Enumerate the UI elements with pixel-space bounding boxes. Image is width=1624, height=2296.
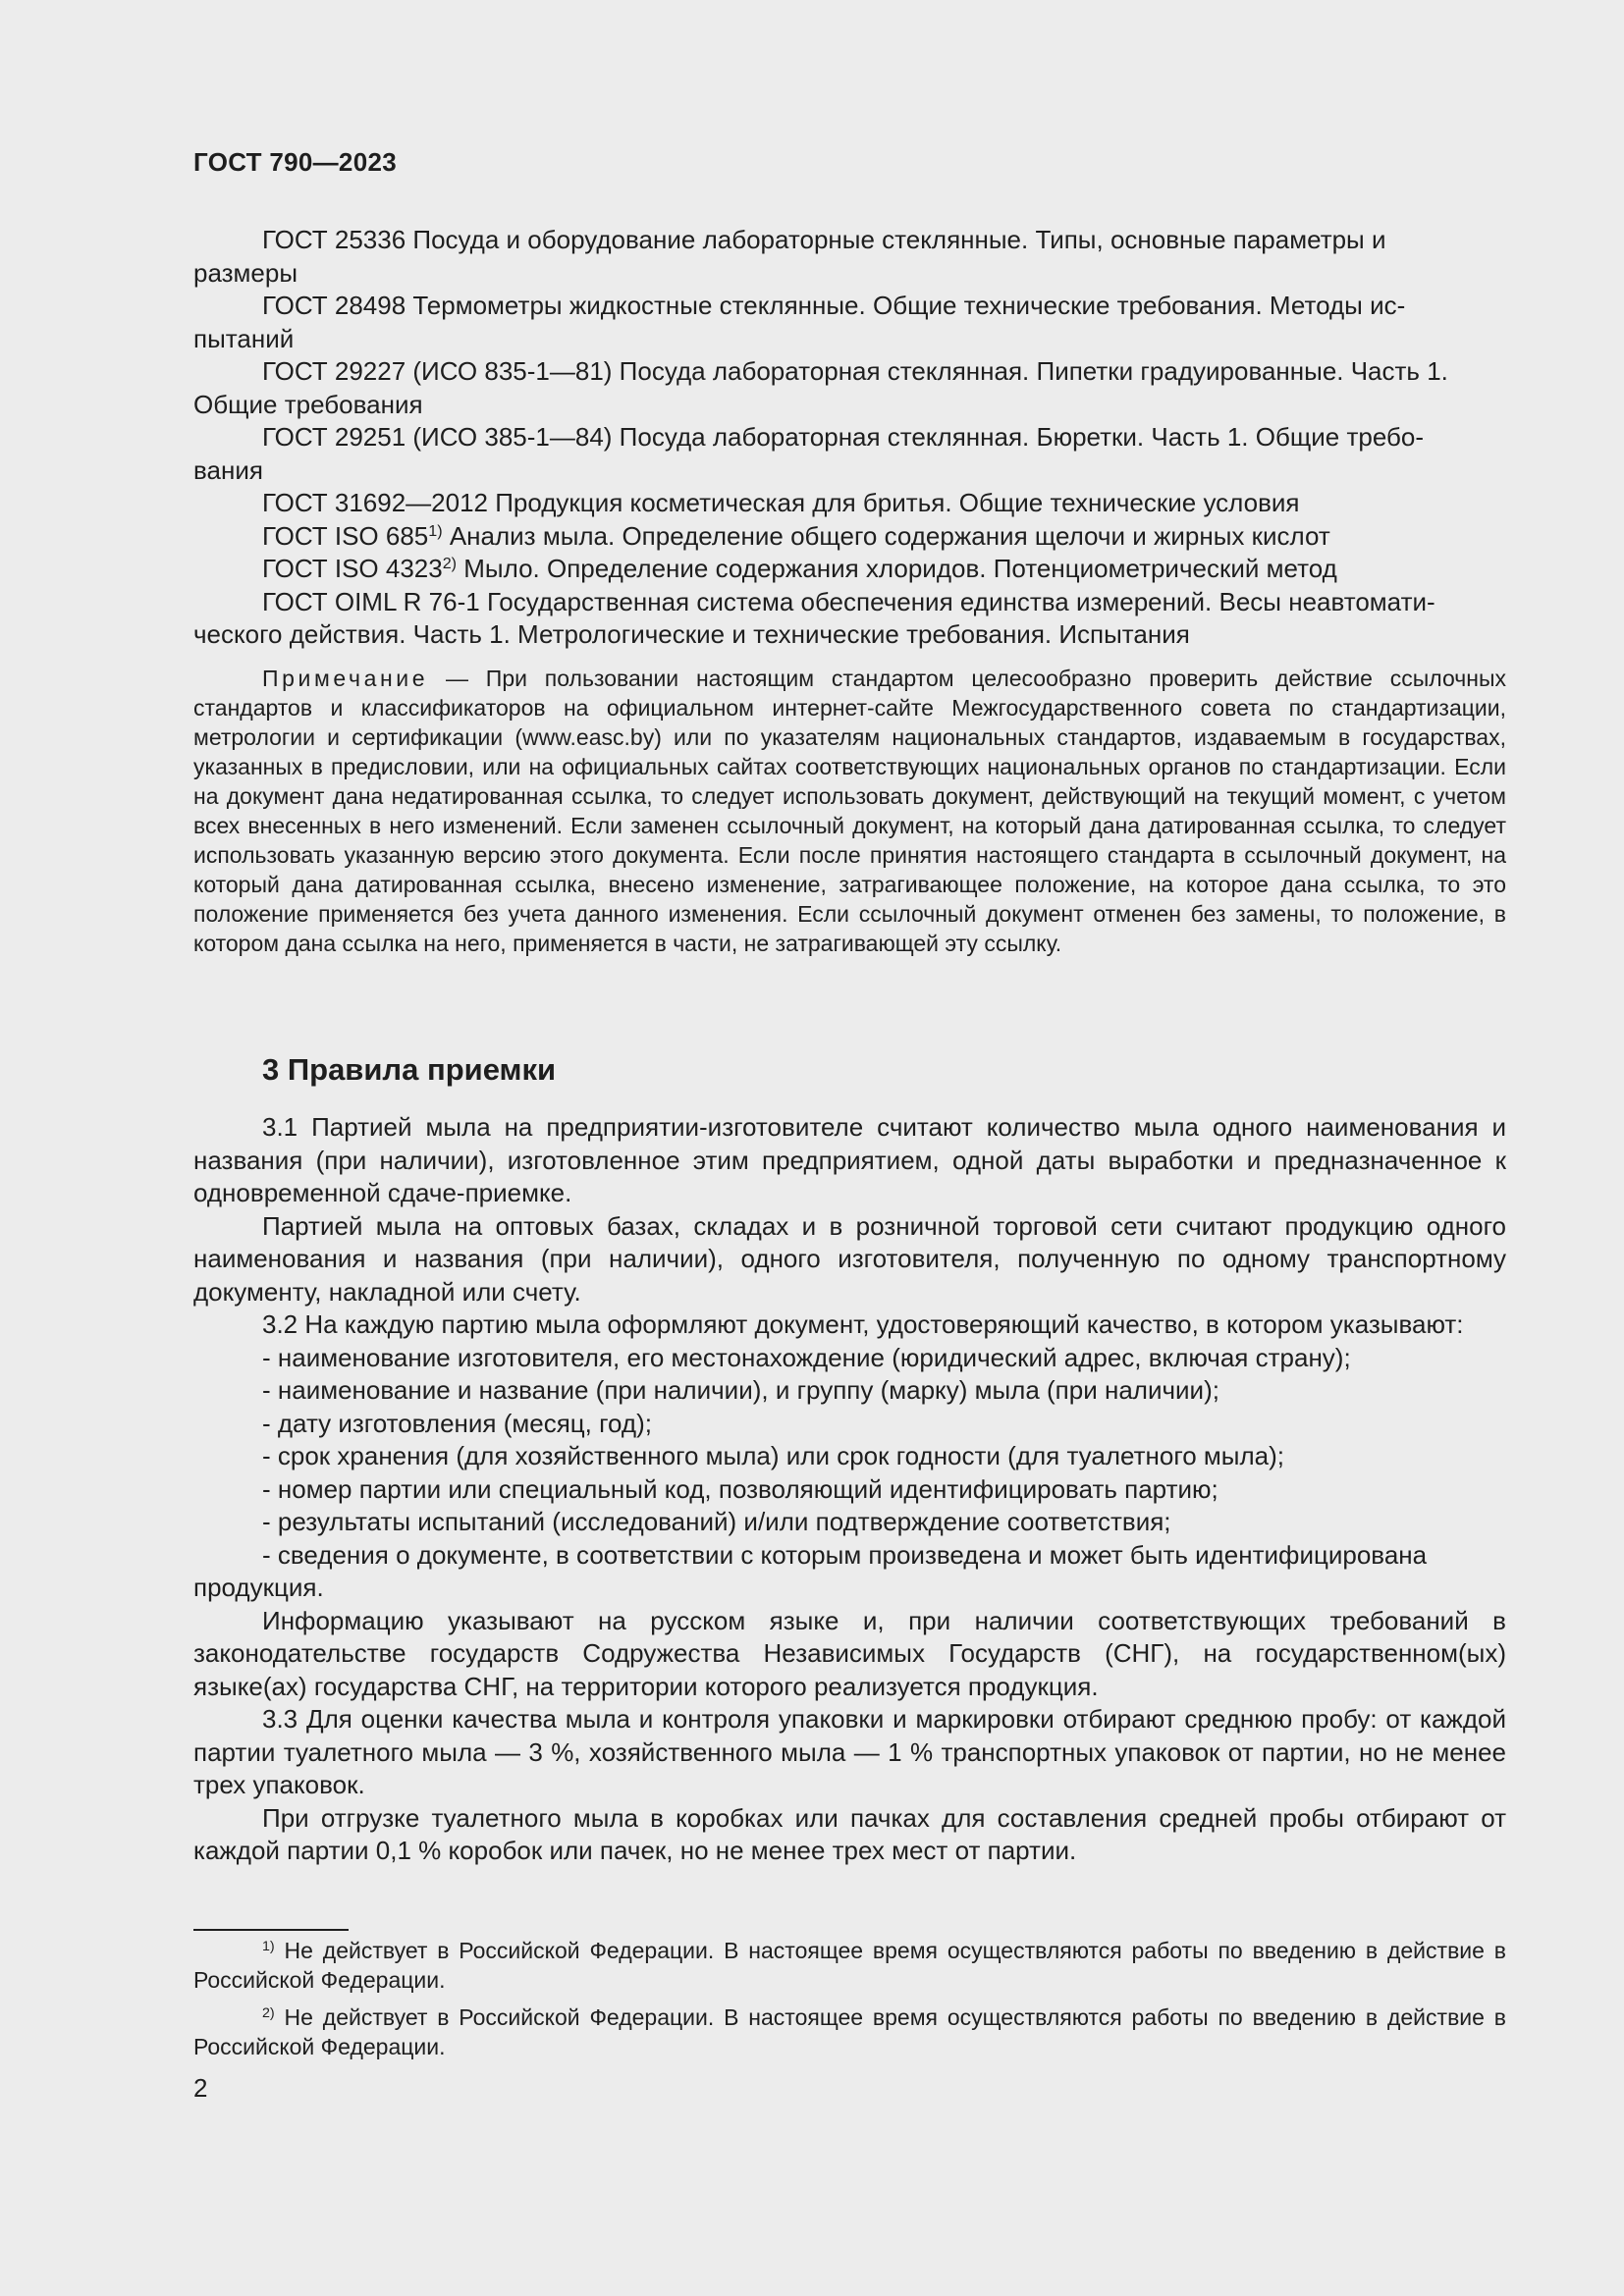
list-item: - наименование и название (при наличии), и группу (марку) мыла (при наличии); <box>262 1375 1219 1405</box>
list-item: - срок хранения (для хозяйственного мыла) или срок годности (для туалетного мыла); <box>262 1441 1285 1470</box>
footnote-ref: 1) <box>428 521 443 540</box>
footnote-ref: 2) <box>442 555 458 573</box>
reference-item: ГОСТ 31692—2012 Продукция косметическая для бритья. Общие технические условия <box>262 488 1300 517</box>
paragraph: 3.1 Партией мыла на предприятии-изготовителе считают количество мыла одного наименования и названия (при наличии), изготовленное этим предприятием, одной даты выработки и предназначенное к одновременной сдаче-приемке. <box>193 1112 1506 1207</box>
list-item: - сведения о документе, в соответствии с которым произведена и может быть идентифицирована продукция. <box>193 1539 1428 1602</box>
reference-item: ГОСТ 28498 Термометры жидкостные стеклянные. Общие технические требования. Методы ис- пытаний <box>193 291 1406 353</box>
paragraph: При отгрузке туалетного мыла в коробках или пачках для составления средней пробы отбирают от каждой партии 0,1 % коробок или пачек, но не менее трех мест от партии. <box>193 1802 1506 1865</box>
note-label: Примечание <box>262 666 429 691</box>
normative-references <box>193 224 1506 652</box>
reference-item: ГОСТ OIML R 76-1 Государственная система обеспечения единства измерений. Весы неавтомати- ческого действия. Часть 1. Метрологические и технические требования. Испытания <box>193 586 1435 649</box>
list-item: - номер партии или специальный код, позволяющий идентифицировать партию; <box>262 1473 1218 1504</box>
footnote-separator <box>193 1929 349 1931</box>
list-item: - наименование изготовителя, его местонахождение (юридический адрес, включая страну); <box>262 1342 1351 1372</box>
paragraph: Информацию указывают на русском языке и, при наличии соответствующих требований в законодательстве государств Содружества Независимых Государств (СНГ), на государственном(ых) языке(ах) государства СНГ, на территории которого реализуется продукция. <box>193 1605 1506 1701</box>
reference-item: ГОСТ 29227 (ИСО 835-1—81) Посуда лабораторная стеклянная. Пипетки градуированные. Часть 1. Общие требования <box>193 356 1448 419</box>
paragraph: 3.2 На каждую партию мыла оформляют документ, удостоверяющий качество, в котором указывают: <box>262 1309 1464 1339</box>
list-item: - дату изготовления (месяц, год); <box>262 1408 652 1438</box>
footnote-mark: 1) <box>262 1939 275 1955</box>
footnote-mark: 2) <box>262 2005 275 2022</box>
paragraph: Партией мыла на оптовых базах, складах и в розничной торговой сети считают продукцию одного наименования и названия (при наличии), одного изготовителя, полученную по одному транспортному документу, накладной или счету. <box>193 1210 1506 1307</box>
reference-item: ГОСТ ISO 4323$^{2)}$ Мыло. Определение содержания хлоридов. Потенциометрический метод <box>262 554 1337 583</box>
footnote: $^{1)}$ Не действует в Российской Федерации. В настоящее время осуществляются работы по введению в действие в Российской Федерации. <box>193 1938 1506 1993</box>
page-number: 2 <box>193 2073 208 2103</box>
document-header: ГОСТ 790—2023 <box>193 147 397 177</box>
note-block <box>193 664 1506 958</box>
note-text: — При пользовании настоящим стандартом целесообразно проверить действие ссылочных стандартов и классификаторов на официальном интернет-сайте Межгосударственного совета по стандартизации, метрологии и сертификации (www.easc.by) или по указателям национальных стандартов, издаваемым в государствах, указанных в предисловии, или на официальных сайтах соответствующих национальных органов по стандартизации. Если на документ дана недатированная ссылка, то следует использовать документ, действующий на текущий момент, с учетом всех внесенных в него изменений. Если заменен ссылочный документ, на который дана датированная ссылка, то следует использовать указанную версию этого документа. Если после принятия настоящего стандарта в ссылочный документ, на который дана датированная ссылка, внесено изменение, затрагивающее положение, на которое дана ссылка, то это положение применяется без учета данного изменения. Если ссылочный документ отменен без замены, то положение, в котором дана ссылка на него, применяется в части, не затрагивающей эту ссылку. <box>193 666 1506 956</box>
section-title: 3 Правила приемки <box>262 1052 557 1087</box>
reference-item: ГОСТ ISO 685$^{1)}$ Анализ мыла. Определение общего содержания щелочи и жирных кислот <box>262 520 1330 551</box>
reference-item: ГОСТ 29251 (ИСО 385-1—84) Посуда лабораторная стеклянная. Бюретки. Часть 1. Общие требо- вания <box>193 422 1425 485</box>
footnote: $^{2)}$ Не действует в Российской Федерации. В настоящее время осуществляются работы по введению в действие в Российской Федерации. <box>193 2004 1506 2059</box>
footnotes <box>193 1936 1506 2061</box>
reference-item: ГОСТ 25336 Посуда и оборудование лабораторные стеклянные. Типы, основные параметры и размеры <box>193 225 1386 288</box>
section-body <box>193 1111 1506 1868</box>
paragraph: 3.3 Для оценки качества мыла и контроля упаковки и маркировки отбирают среднюю пробу: от каждой партии туалетного мыла — 3 %, хозяйственного мыла — 1 % транспортных упаковок от партии, но не менее трех упаковок. <box>193 1704 1506 1799</box>
list-item: - результаты испытаний (исследований) и/или подтверждение соответствия; <box>262 1507 1171 1536</box>
